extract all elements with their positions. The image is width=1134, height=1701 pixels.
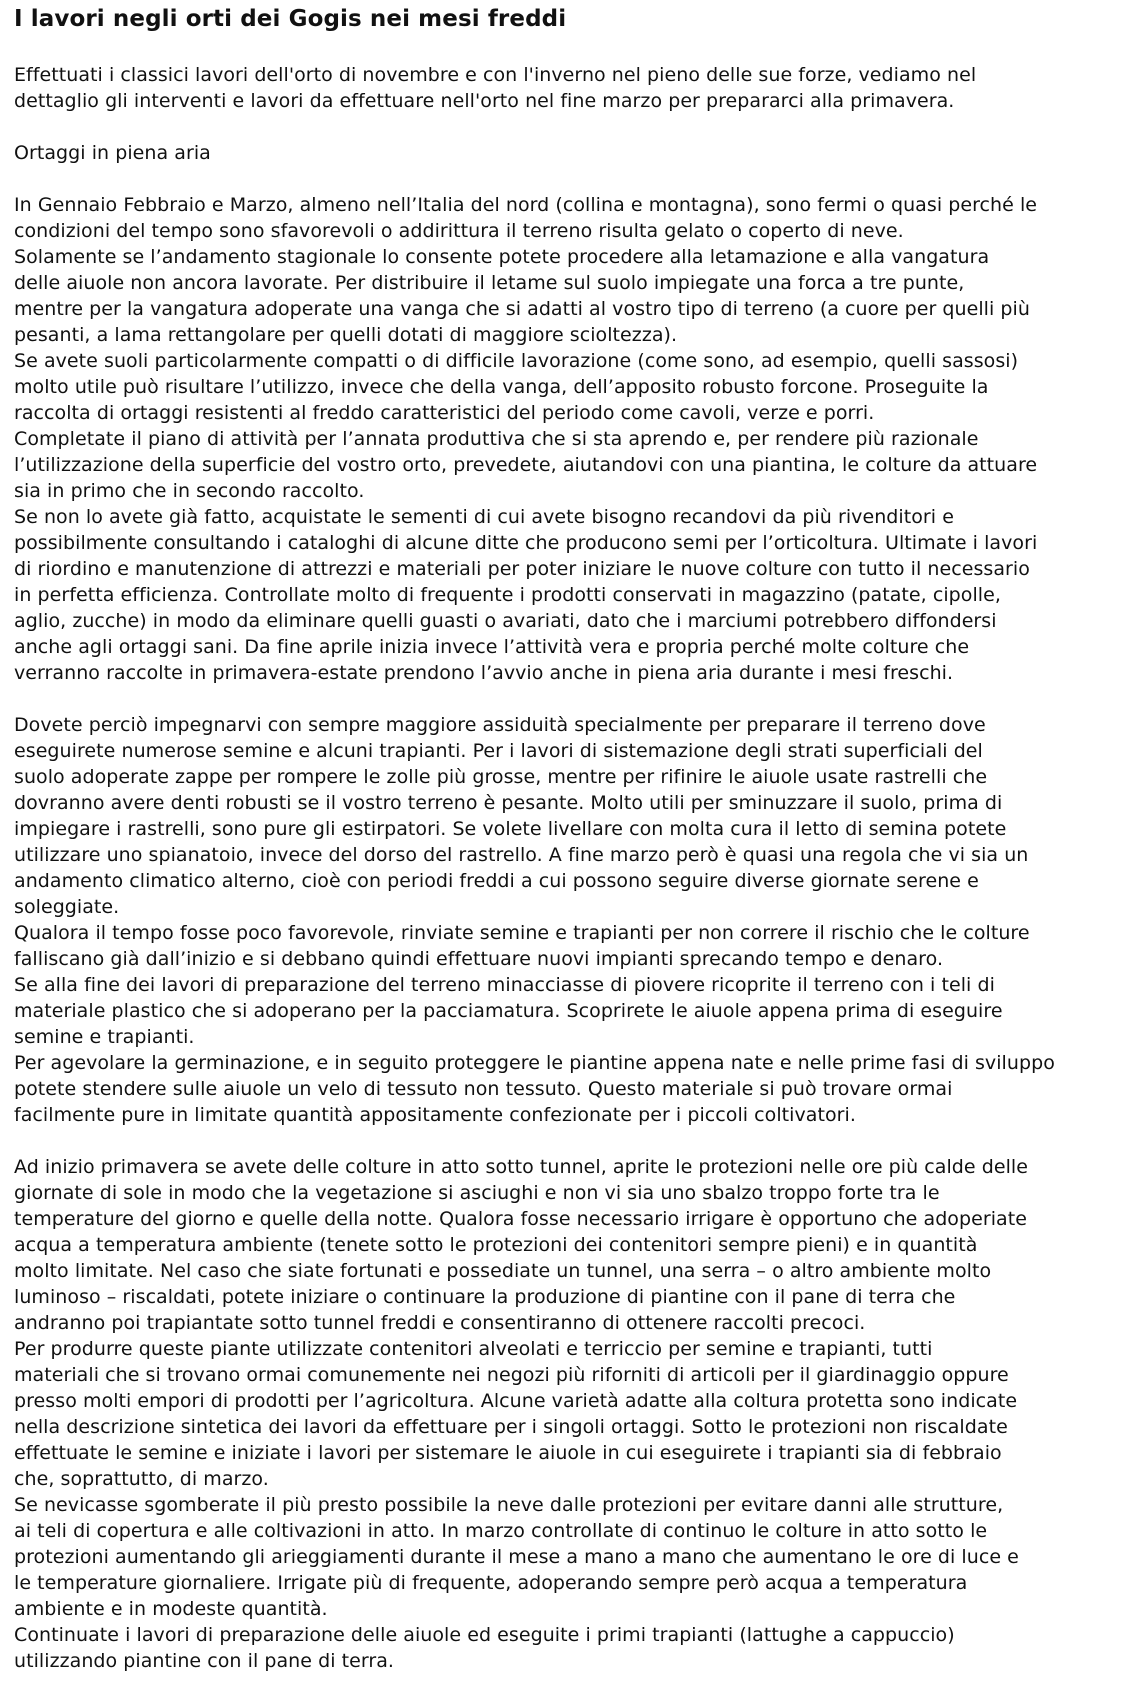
text-line: semine e trapianti. — [14, 1026, 195, 1048]
text-line: giornate di sole in modo che la vegetazione si asciughi e non vi sia uno sbalzo troppo forte tra le — [14, 1182, 940, 1204]
text-line: in perfetta efficienza. Controllate molto di frequente i prodotti conservati in magazzino (patate, cipolle, — [14, 584, 1001, 606]
text-line: Solamente se l’andamento stagionale lo consente potete procedere alla letamazione e alla vangatura — [14, 246, 990, 268]
text-line: Dovete perciò impegnarvi con sempre maggiore assiduità specialmente per preparare il terreno dove — [14, 714, 986, 736]
text-line: ai teli di copertura e alle coltivazioni in atto. In marzo controllate di continuo le colture in atto sotto le — [14, 1520, 988, 1542]
text-line: raccolta di ortaggi resistenti al freddo caratteristici del periodo come cavoli, verze e porri. — [14, 402, 875, 424]
text-line: Ad inizio primavera se avete delle colture in atto sotto tunnel, aprite le protezioni nelle ore più calde delle — [14, 1156, 1028, 1178]
text-line: che, soprattutto, di marzo. — [14, 1468, 269, 1490]
text-line: molto utile può risultare l’utilizzo, invece che della vanga, dell’apposito robusto forcone. Proseguite la — [14, 376, 989, 398]
text-line: andranno poi trapiantate sotto tunnel freddi e consentiranno di ottenere raccolti precoci. — [14, 1312, 866, 1334]
text-line: anche agli ortaggi sani. Da fine aprile inizia invece l’attività vera e propria perché molte colture che — [14, 636, 970, 658]
text-line: potete stendere sulle aiuole un velo di tessuto non tessuto. Questo materiale si può trovare ormai — [14, 1078, 953, 1100]
text-line: andamento climatico alterno, cioè con periodi freddi a cui possono seguire diverse giornate serene e — [14, 870, 979, 892]
text-line: eseguirete numerose semine e alcuni trapianti. Per i lavori di sistemazione degli strati superficiali del — [14, 740, 983, 762]
text-line: Effettuati i classici lavori dell'orto di novembre e con l'inverno nel pieno delle sue forze, vediamo nel — [14, 64, 977, 86]
text-line: temperature del giorno e quelle della notte. Qualora fosse necessario irrigare è opportuno che adoperiate — [14, 1208, 1027, 1230]
text-line: mentre per la vangatura adoperate una vanga che si adatti al vostro tipo di terreno (a cuore per quelli più — [14, 298, 1030, 320]
text-line: Se avete suoli particolarmente compatti o di difficile lavorazione (come sono, ad esempio, quelli sassosi) — [14, 350, 1019, 372]
text-line: materiale plastico che si adoperano per la pacciamatura. Scoprirete le aiuole appena prima di eseguire — [14, 1000, 1003, 1022]
text-line: impiegare i rastrelli, sono pure gli estirpatori. Se volete livellare con molta cura il letto di semina potete — [14, 818, 1007, 840]
text-line: Se nevicasse sgomberate il più presto possibile la neve dalle protezioni per evitare danni alle strutture, — [14, 1494, 1004, 1516]
text-line: Per produrre queste piante utilizzate contenitori alveolati e terriccio per semine e trapianti, tutti — [14, 1338, 933, 1360]
text-line: suolo adoperate zappe per rompere le zolle più grosse, mentre per rifinire le aiuole usate rastrelli che — [14, 766, 988, 788]
article-title: I lavori negli orti dei Gogis nei mesi freddi — [14, 6, 567, 32]
paragraph-spacer — [14, 1128, 1134, 1154]
text-line: sia in primo che in secondo raccolto. — [14, 480, 365, 502]
text-line: Se non lo avete già fatto, acquistate le sementi di cui avete bisogno recandovi da più rivenditori e — [14, 506, 954, 528]
text-line: delle aiuole non ancora lavorate. Per distribuire il letame sul suolo impiegate una forca a tre punte, — [14, 272, 965, 294]
text-line: ambiente e in modeste quantità. — [14, 1598, 328, 1620]
text-line: protezioni aumentando gli arieggiamenti durante il mese a mano a mano che aumentano le ore di luce e — [14, 1546, 1019, 1568]
text-line: In Gennaio Febbraio e Marzo, almeno nell’Italia del nord (collina e montagna), sono fermi o quasi perché le — [14, 194, 1038, 216]
text-line: luminoso – riscaldati, potete iniziare o continuare la produzione di piantine con il pane di terra che — [14, 1286, 956, 1308]
text-line: dettaglio gli interventi e lavori da effettuare nell'orto nel fine marzo per prepararci alla primavera. — [14, 90, 955, 112]
text-line: di riordino e manutenzione di attrezzi e materiali per poter iniziare le nuove colture con tutto il necessario — [14, 558, 1030, 580]
text-line: dovranno avere denti robusti se il vostro terreno è pesante. Molto utili per sminuzzare il suolo, prima di — [14, 792, 1003, 814]
paragraph-spacer — [14, 166, 1134, 192]
text-line: Ortaggi in piena aria — [14, 142, 211, 164]
text-line: verranno raccolte in primavera-estate prendono l’avvio anche in piena aria durante i mesi freschi. — [14, 662, 954, 684]
paragraph-spacer — [14, 686, 1134, 712]
text-line: le temperature giornaliere. Irrigate più di frequente, adoperando sempre però acqua a temperatura — [14, 1572, 968, 1594]
text-line: Continuate i lavori di preparazione delle aiuole ed eseguite i primi trapianti (lattughe a cappuccio) — [14, 1624, 955, 1646]
text-line: soleggiate. — [14, 896, 120, 918]
text-line: condizioni del tempo sono sfavorevoli o addirittura il terreno risulta gelato o coperto di neve. — [14, 220, 904, 242]
text-line: acqua a temperatura ambiente (tenete sotto le protezioni dei contenitori sempre pieni) e in quantità — [14, 1234, 978, 1256]
text-line: Se alla fine dei lavori di preparazione del terreno minacciasse di piovere ricoprite il terreno con i teli di — [14, 974, 995, 996]
text-line: pesanti, a lama rettangolare per quelli dotati di maggiore scioltezza). — [14, 324, 678, 346]
paragraph-spacer — [14, 114, 1134, 140]
text-line: Qualora il tempo fosse poco favorevole, rinviate semine e trapianti per non correre il rischio che le colture — [14, 922, 1030, 944]
text-line: nella descrizione sintetica dei lavori da effettuare per i singoli ortaggi. Sotto le protezioni non riscaldate — [14, 1416, 1008, 1438]
text-line: Completate il piano di attività per l’annata produttiva che si sta aprendo e, per rendere più razionale — [14, 428, 979, 450]
text-line: molto limitate. Nel caso che siate fortunati e possediate un tunnel, una serra – o altro ambiente molto — [14, 1260, 992, 1282]
document-page — [14, 0, 1134, 1674]
article-body — [14, 62, 1134, 1674]
text-line: utilizzando piantine con il pane di terra. — [14, 1650, 395, 1672]
text-line: materiali che si trovano ormai comunemente nei negozi più riforniti di articoli per il giardinaggio oppure — [14, 1364, 1009, 1386]
text-line: effettuate le semine e iniziate i lavori per sistemare le aiuole in cui eseguirete i trapianti sia di febbraio — [14, 1442, 1002, 1464]
text-line: utilizzare uno spianatoio, invece del dorso del rastrello. A fine marzo però è quasi una regola che vi sia un — [14, 844, 1029, 866]
title-spacer — [14, 36, 1134, 62]
text-line: possibilmente consultando i cataloghi di alcune ditte che producono semi per l’orticoltura. Ultimate i lavori — [14, 532, 1038, 554]
text-line: presso molti empori di prodotti per l’agricoltura. Alcune varietà adatte alla coltura protetta sono indicate — [14, 1390, 1018, 1412]
text-line: aglio, zucche) in modo da eliminare quelli guasti o avariati, dato che i marciumi potrebbero diffondersi — [14, 610, 997, 632]
text-line: facilmente pure in limitate quantità appositamente confezionate per i piccoli coltivatori. — [14, 1104, 856, 1126]
text-line: falliscano già dall’inizio e si debbano quindi effettuare nuovi impianti sprecando tempo e denaro. — [14, 948, 944, 970]
text-line: l’utilizzazione della superficie del vostro orto, prevedete, aiutandovi con una piantina, le colture da attuare — [14, 454, 1038, 476]
text-line: Per agevolare la germinazione, e in seguito proteggere le piantine appena nate e nelle prime fasi di sviluppo — [14, 1052, 1055, 1074]
